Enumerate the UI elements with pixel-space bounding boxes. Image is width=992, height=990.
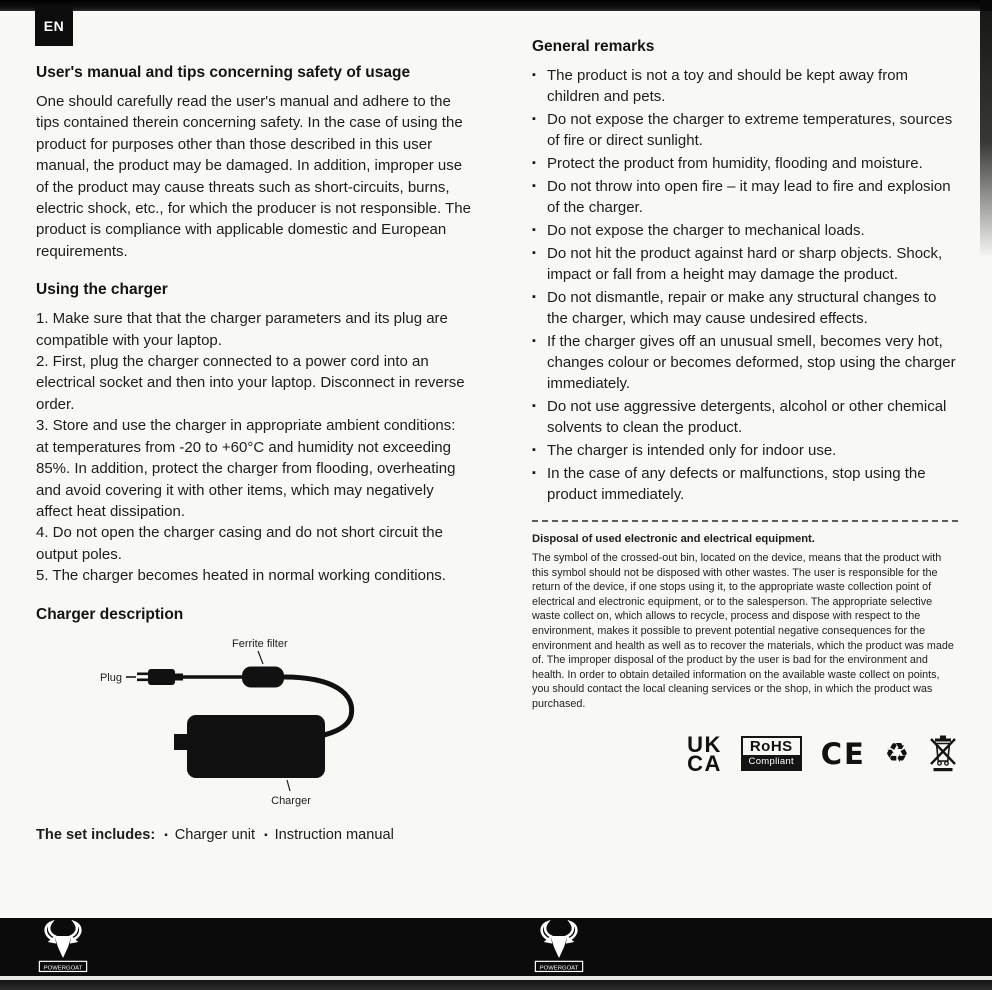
- weee-bin-icon: [928, 734, 958, 774]
- remark-item: ▪ Do not dismantle, repair or make any structural changes to the charger, which may cause undesired effects.: [532, 287, 958, 329]
- ferrite-pointer-line: [258, 651, 263, 664]
- rohs-label: RoHS: [749, 738, 793, 756]
- ukca-mark: [687, 731, 722, 776]
- compliance-marks: [532, 731, 958, 776]
- disposal-heading: Disposal of used electronic and electrical equipment.: [532, 533, 815, 545]
- using-heading: Using the charger: [36, 281, 168, 299]
- page-top-edge: [0, 0, 992, 11]
- left-column: [36, 64, 472, 843]
- using-item: 5. The charger becomes heated in normal working conditions.: [36, 567, 446, 585]
- powergoat-wordmark: POWERGOAT: [539, 965, 579, 972]
- language-badge: [35, 5, 73, 46]
- remark-item: ▪ Do not throw into open fire – it may lead to fire and explosion of the charger.: [532, 176, 958, 218]
- remarks-list: [532, 65, 958, 505]
- remark-item: ▪ If the charger gives off an unusual smell, becomes very hot, changes colour or becomes deformed, stop using the charger immediately.: [532, 331, 958, 394]
- charger-brick-icon: [187, 715, 325, 778]
- ukca-line1: UK: [687, 731, 722, 757]
- dashed-separator: [532, 520, 958, 522]
- disposal-paragraph: The symbol of the crossed-out bin, located on the device, means that the product with this symbol should not be disposed with other wastes. The user is responsible for the return of the device, if one stops using it, to the appropriate waste collection point of electrical and electronic equipment, or to the salesperson. The appropriate selective waste collect on, which allows to recycle, process and dispose with respect to the environment, makes it possible to prevent potential negative consequences for the environment and health as well as to recover the materials, which the product was made of. The improper disposal of the product by the user is bad for the environment and health. In order to obtain detailed information on the available waste collect on points, you should contact the local cleaning services or the shop, in which the product was purchased.: [532, 552, 954, 710]
- ferrite-filter-label: Ferrite filter: [232, 637, 288, 650]
- set-includes-line: [36, 827, 472, 843]
- using-item: 4. Do not open the charger casing and do not short circuit the output poles.: [36, 524, 443, 563]
- plug-body-icon: [148, 669, 175, 685]
- remarks-heading: General remarks: [532, 38, 655, 55]
- remark-item: ▪ Do not expose the charger to extreme temperatures, sources of fire or direct sunlight.: [532, 109, 958, 151]
- set-includes-item: ▪ Instruction manual: [255, 827, 394, 843]
- page-right-edge: [980, 0, 992, 258]
- using-item: 1. Make sure that that the charger parameters and its plug are compatible with your laptop.: [36, 310, 448, 349]
- remark-item: ▪ Do not use aggressive detergents, alcohol or other chemical solvents to clean the product.: [532, 396, 958, 438]
- ferrite-filter-icon: [242, 666, 284, 687]
- plug-prong: [137, 678, 148, 681]
- remark-item: ▪ The charger is intended only for indoor use.: [532, 440, 958, 461]
- charger-label: Charger: [271, 794, 311, 807]
- ce-mark: CE: [820, 736, 866, 771]
- remark-item: ▪ Do not hit the product against hard or sharp objects. Shock, impact or fall from a height may damage the product.: [532, 243, 958, 285]
- charger-diagram: [36, 633, 472, 813]
- page-bottom-edge: [0, 980, 992, 990]
- description-heading: Charger description: [36, 605, 184, 623]
- right-column: [532, 38, 958, 774]
- set-includes-label: The set includes:: [36, 826, 156, 843]
- language-badge-label: EN: [43, 17, 65, 34]
- charger-pointer-line: [287, 780, 290, 791]
- remark-item: ▪ Protect the product from humidity, flooding and moisture.: [532, 153, 958, 174]
- remark-item: ▪ In the case of any defects or malfunctions, stop using the product immediately.: [532, 463, 958, 505]
- plug-neck: [175, 673, 183, 680]
- recycle-icon: ♻: [884, 738, 909, 769]
- plug-prong: [137, 672, 148, 675]
- using-item: 3. Store and use the charger in appropriate ambient conditions: at temperatures from -20 to +60°C and humidity not exceeding 85%. In addition, protect the charger from flooding, overheating and avoid covering it with other items, which may negatively affect heat dissipation.: [36, 417, 456, 520]
- intro-heading: User's manual and tips concerning safety of usage: [36, 64, 411, 81]
- powergoat-logo: [36, 920, 90, 974]
- powergoat-logo: [532, 920, 586, 974]
- footer-band: [0, 918, 992, 976]
- charger-diagram-drawing: [36, 633, 472, 813]
- set-includes-item: ▪ Charger unit: [155, 827, 255, 843]
- intro-paragraph: One should carefully read the user's manual and adhere to the tips contained therein concerning safety. In the case of using the product for purposes other than those described in this user manual, the product may be damaged. In addition, improper use of the product may cause threats such as short-circuits, burns, electric shock, etc., for which the producer is not responsible. The product is compliance with applicable domestic and European requirements.: [36, 93, 471, 260]
- dc-connector: [174, 734, 189, 750]
- remark-item: ▪ The product is not a toy and should be kept away from children and pets.: [532, 65, 958, 107]
- rohs-compliant-label: Compliant: [743, 755, 800, 769]
- plug-label: Plug: [99, 671, 122, 684]
- ukca-line2: CA: [687, 750, 722, 776]
- remark-item: ▪ Do not expose the charger to mechanical loads.: [532, 220, 958, 241]
- rohs-mark: [741, 736, 802, 771]
- powergoat-wordmark: POWERGOAT: [43, 965, 83, 972]
- using-item: 2. First, plug the charger connected to a power cord into an electrical socket and then into your laptop. Disconnect in reverse order.: [36, 353, 465, 413]
